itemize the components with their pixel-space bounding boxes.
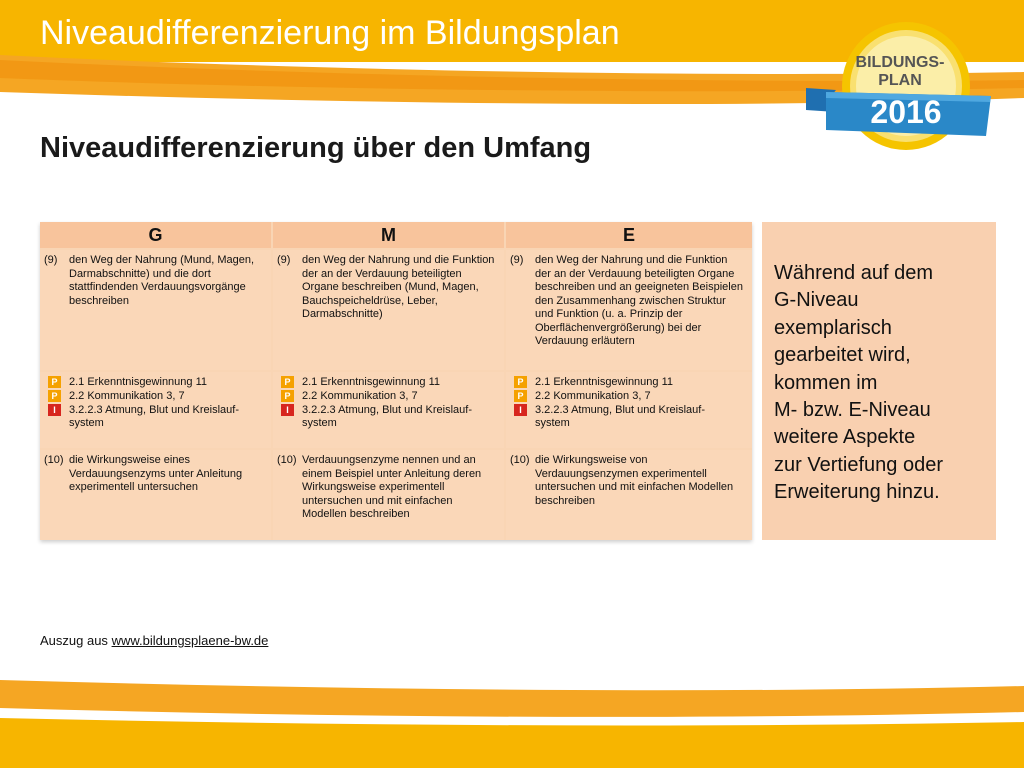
ref-text: 2.2 Kommunikation 3, 7 (302, 390, 418, 402)
ref-text: system (302, 417, 337, 429)
info-line: Erweiterung hinzu. (774, 481, 940, 504)
ref-text: 3.2.2.3 Atmung, Blut und Kreislauf- (69, 404, 239, 416)
info-line: M- bzw. E-Niveau (774, 399, 931, 422)
ref-text: 2.1 Erkenntnisgewinnung 11 (535, 376, 674, 388)
cell-e-10 (506, 450, 752, 540)
p-tag: P (514, 376, 527, 388)
slide-subtitle: Niveaudifferenzierung über den Umfang (40, 132, 592, 164)
cell-e-refs (506, 372, 752, 448)
ref-text: 2.2 Kommunikation 3, 7 (535, 390, 651, 402)
ref-text: 2.1 Erkenntnisgewinnung 11 (302, 376, 441, 388)
ref-text: system (69, 417, 104, 429)
standard-number: (9) (44, 254, 58, 266)
footnote-prefix: Auszug aus (40, 633, 108, 648)
standard-text: die Wirkungsweise eines Verdauungsenzyms unter Anleitung experimentell untersuchen (69, 454, 243, 493)
standard-text: die Wirkungsweise von Verdauungsenzymen experimentell untersuchen und mit einfachen Modellen beschreiben (535, 454, 734, 507)
slide-title: Niveaudifferenzierung im Bildungsplan (40, 14, 620, 52)
ref-text: 2.1 Erkenntnisgewinnung 11 (69, 376, 208, 388)
info-line: zur Vertiefung oder (774, 453, 943, 476)
i-tag: I (48, 404, 61, 416)
standard-number: (10) (510, 454, 530, 466)
ref-text: 2.2 Kommunikation 3, 7 (69, 390, 185, 402)
cell-g-refs (40, 372, 271, 448)
info-line: weitere Aspekte (774, 426, 916, 449)
source-link[interactable]: www.bildungsplaene-bw.de (111, 633, 269, 648)
info-line: kommen im (774, 371, 878, 394)
col-header-m: M (273, 222, 504, 248)
badge-line2: PLAN (878, 72, 922, 89)
info-box (762, 222, 996, 540)
standard-text: den Weg der Nahrung und die Funktion der an der Verdauung beteiligten Organe beschreiben (Mund, Magen, Bauchspeicheldrüse, Leber, Darmabschnitte) (302, 254, 495, 320)
p-tag: P (48, 390, 61, 402)
standard-number: (10) (44, 454, 64, 466)
info-line: exemplarisch (774, 316, 892, 339)
p-tag: P (281, 376, 294, 388)
i-tag: I (514, 404, 527, 416)
footer-swoosh (0, 668, 1024, 768)
badge-year: 2016 (870, 94, 942, 130)
cell-e-9 (506, 250, 752, 370)
cell-g-10 (40, 450, 271, 540)
badge-line1: BILDUNGS- (855, 54, 945, 71)
p-tag: P (514, 390, 527, 402)
cell-m-10 (273, 450, 504, 540)
bildungsplan-logo (806, 18, 996, 158)
i-tag: I (281, 404, 294, 416)
standard-text: den Weg der Nahrung und die Funktion der an der Verdauung beteiligten Organe beschreiben und an geeigneten Beispielen den Zusammenhang zwischen Struktur und Funktion (u. a. Prinzip der Oberflächenvergrößerung) bei der Verdauung erläutern (535, 254, 743, 347)
cell-g-9 (40, 250, 271, 370)
p-tag: P (48, 376, 61, 388)
info-line: G-Niveau (774, 289, 859, 312)
source-footnote (40, 633, 268, 648)
col-header-e: E (506, 222, 752, 248)
cell-m-9 (273, 250, 504, 370)
info-line: gearbeitet wird, (774, 344, 911, 367)
standard-number: (9) (277, 254, 291, 266)
standard-text: Verdauungsenzyme nennen und an einem Beispiel unter Anleitung deren Wirkungsweise experimentell untersuchen und mit einfachen Modellen beschreiben (302, 454, 482, 520)
cell-m-refs (273, 372, 504, 448)
ref-text: 3.2.2.3 Atmung, Blut und Kreislauf- (302, 404, 472, 416)
p-tag: P (281, 390, 294, 402)
competency-table (40, 222, 752, 540)
col-header-g: G (40, 222, 271, 248)
ref-text: 3.2.2.3 Atmung, Blut und Kreislauf- (535, 404, 705, 416)
ref-text: system (535, 417, 570, 429)
info-line: Während auf dem (774, 262, 933, 284)
standard-number: (9) (510, 254, 524, 266)
standard-text: den Weg der Nahrung (Mund, Magen, Darmabschnitte) und die dort stattfindenden Verdauungsvorgänge beschreiben (69, 254, 255, 307)
standard-number: (10) (277, 454, 297, 466)
